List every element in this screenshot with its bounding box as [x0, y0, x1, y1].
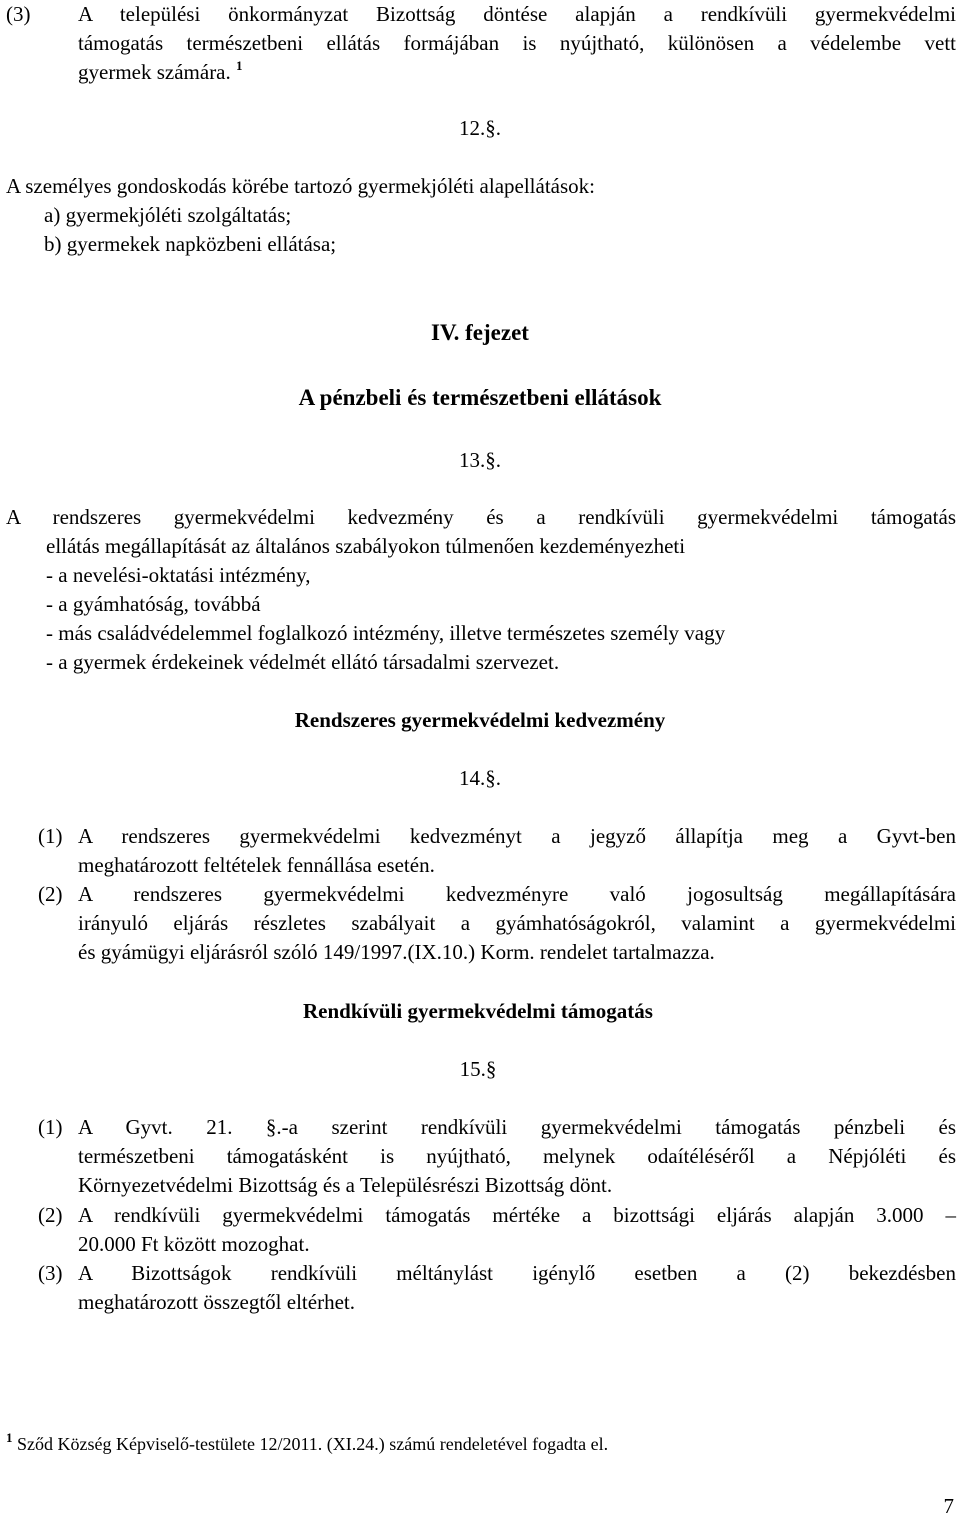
- chapter-number: IV. fejezet: [431, 320, 529, 345]
- section-13-heading: 13.§.: [459, 448, 501, 472]
- section-13-body: A rendszeres gyermekvédelmi kedvezmény és a rendkívüli gyermekvédelmi támogatás ellátás megállapítását az általános szabályokon túlmenően kezdeményezheti - a nevelési-oktatási intézmény, - a gyámhatóság, továbbá - más családvédelemmel foglalkozó intézmény, illetve természetes személy vagy - a gyermek érdekeinek védelmét ellátó társadalmi szervezet.: [6, 503, 956, 677]
- section-12-item-b: b) gyermekek napközbeni ellátása;: [44, 232, 337, 256]
- paragraph-number: (2): [38, 882, 63, 906]
- paragraph-15-3: [38, 1259, 956, 1317]
- paragraph-14-2: [38, 880, 956, 967]
- section-12-item-a: a) gyermekjóléti szolgáltatás;: [44, 203, 292, 227]
- list-item: - más családvédelemmel foglalkozó intézmény, illetve természetes személy vagy: [46, 621, 726, 645]
- section-12-intro: A személyes gondoskodás körébe tartozó gyermekjóléti alapellátások:: [6, 174, 595, 198]
- paragraph-text: A rendszeres gyermekvédelmi kedvezményt a jegyző állapítja meg a Gyvt-ben meghatározott feltételek fennállása esetén.: [78, 824, 956, 877]
- paragraph-11-3: [6, 0, 956, 90]
- paragraph-number: (2): [38, 1203, 63, 1227]
- paragraph-number: (3): [6, 2, 31, 26]
- rendszeres-title: Rendszeres gyermekvédelmi kedvezmény: [294, 708, 666, 732]
- section-12-heading: 12.§.: [459, 116, 501, 140]
- paragraph-number: (1): [38, 824, 63, 848]
- paragraph-text: A rendkívüli gyermekvédelmi támogatás mértéke a bizottsági eljárás alapján 3.000 – 20.000 Ft között mozoghat.: [78, 1203, 956, 1256]
- list-item: - a gyermek érdekeinek védelmét ellátó társadalmi szervezet.: [46, 650, 560, 674]
- chapter-title: A pénzbeli és természetbeni ellátások: [298, 385, 662, 410]
- paragraph-number: (3): [38, 1261, 63, 1285]
- footnote-text: Sződ Község Képviselő-testülete 12/2011. (XI.24.) számú rendeletével fogadta el.: [17, 1434, 609, 1454]
- footnote: [6, 1431, 608, 1457]
- list-item: - a nevelési-oktatási intézmény,: [46, 563, 311, 587]
- paragraph-14-1: [38, 822, 956, 880]
- paragraph-number: (1): [38, 1115, 63, 1139]
- section-15-heading: 15.§: [459, 1057, 497, 1081]
- footnote-reference: 1: [236, 58, 243, 73]
- list-item: - a gyámhatóság, továbbá: [46, 592, 261, 616]
- page-number: 7: [943, 1494, 954, 1518]
- paragraph-text: A Gyvt. 21. §.-a szerint rendkívüli gyermekvédelmi támogatás pénzbeli és természetbeni támogatásként is nyújtható, melynek odaítéléséről a Népjóléti és Környezetvédelmi Bizottság és a Településrészi Bizottság dönt.: [78, 1115, 956, 1197]
- paragraph-15-2: [38, 1201, 956, 1259]
- rendkivuli-title: Rendkívüli gyermekvédelmi támogatás: [303, 999, 653, 1023]
- footnote-marker: 1: [6, 1430, 13, 1445]
- paragraph-15-1: [38, 1113, 956, 1200]
- paragraph-text: A rendszeres gyermekvédelmi kedvezményre való jogosultság megállapítására irányuló eljárás részletes szabályait a gyámhatóságokról, valamint a gyermekvédelmi és gyámügyi eljárásról szóló 149/1997.(IX.10.) Korm. rendelet tartalmazza.: [78, 882, 956, 964]
- section-14-heading: 14.§.: [459, 766, 501, 790]
- paragraph-text: A Bizottságok rendkívüli méltánylást igénylő esetben a (2) bekezdésben meghatározott összegtől eltérhet.: [78, 1261, 956, 1314]
- paragraph-text: A települési önkormányzat Bizottság döntése alapján a rendkívüli gyermekvédelmi támogatás természetbeni ellátás formájában is nyújtható, különösen a védelembe vett gyermek számára. $^1$: [78, 2, 956, 84]
